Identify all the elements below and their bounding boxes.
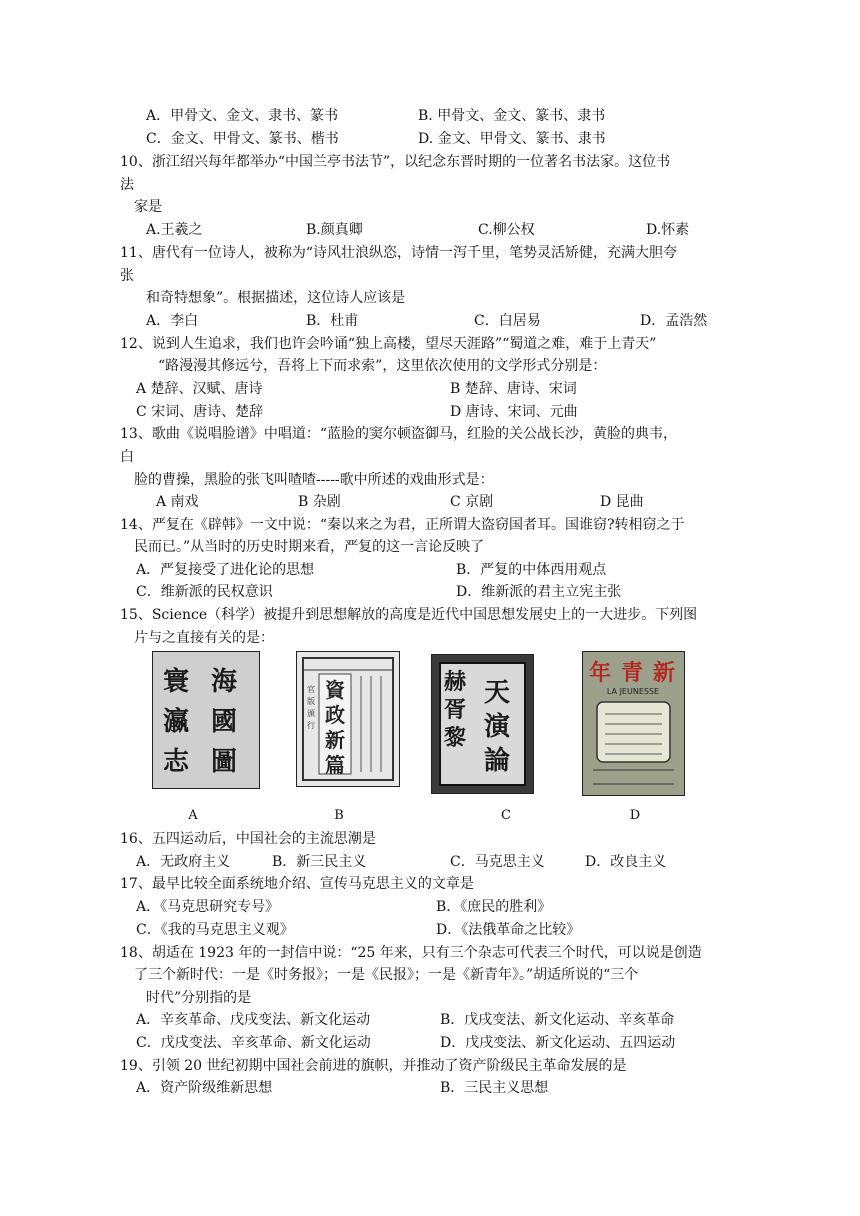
q11-option-a: A．李白 xyxy=(146,313,199,329)
q13-option-b: B 杂剧 xyxy=(298,494,341,510)
q9-option-a: A．甲骨文、金文、隶书、篆书 xyxy=(146,108,339,124)
q14-option-b: B．严复的中体西用观点 xyxy=(456,562,607,578)
image-a-char: 國 xyxy=(211,707,238,737)
q19-option-a: A．资产阶级维新思想 xyxy=(136,1080,273,1096)
q13-stem-cont: 白 xyxy=(120,449,134,465)
q17-stem: 17、最早比较全面系统地介绍、宣传马克思主义的文章是 xyxy=(120,876,474,892)
svg-text:頒: 頒 xyxy=(307,709,315,718)
image-b-title-char: 資 xyxy=(325,678,345,702)
q12-option-a: A 楚辞、汉赋、唐诗 xyxy=(136,381,263,397)
q11-option-c: C．白居易 xyxy=(474,313,541,329)
image-b-label: B xyxy=(334,808,344,823)
q16-option-c: C．马克思主义 xyxy=(450,854,545,870)
image-a-char: 寰 xyxy=(163,667,190,697)
q17-option-a: A．《马克思研究专号》 xyxy=(136,899,280,915)
q10-stem: 10、浙江绍兴每年都举办“中国兰亭书法节”，以纪念东晋时期的一位著名书法家。这位书 xyxy=(120,154,671,170)
svg-text:演: 演 xyxy=(484,712,511,742)
q16-option-b: B．新三民主义 xyxy=(272,854,367,870)
q10-option-b: B.颜真卿 xyxy=(306,222,363,238)
image-c-label: C xyxy=(501,808,511,823)
q13-option-a: A 南戏 xyxy=(156,494,199,510)
svg-text:LA JEUNESSE: LA JEUNESSE xyxy=(606,687,660,696)
q16-option-a: A．无政府主义 xyxy=(136,854,231,870)
q12-stem-cont: “路漫漫其修远兮，吾将上下而求索”，这里依次使用的文学形式分别是： xyxy=(158,358,607,374)
svg-text:版: 版 xyxy=(307,697,315,706)
q14-stem-cont: 民而已。”从当时的历史时期来看，严复的这一言论反映了 xyxy=(134,539,485,555)
q13-option-c: C 京剧 xyxy=(450,494,494,510)
q16-stem: 16、五四运动后，中国社会的主流思潮是 xyxy=(120,831,376,847)
q19-option-b: B．三民主义思想 xyxy=(440,1080,549,1096)
q17-option-d: D．《法俄革命之比较》 xyxy=(436,922,581,938)
svg-text:青: 青 xyxy=(621,660,644,686)
svg-text:黎: 黎 xyxy=(444,725,467,751)
svg-text:新: 新 xyxy=(325,728,345,752)
image-d-masthead: 年 xyxy=(589,660,612,686)
svg-text:論: 論 xyxy=(484,746,511,776)
q10-stem-cont: 家是 xyxy=(134,199,162,215)
q12-option-b: B 楚辞、唐诗、宋词 xyxy=(450,381,577,397)
image-b-zizheng-xinpian xyxy=(296,651,400,787)
q11-stem: 11、唐代有一位诗人，被称为“诗风壮浪纵恣，诗情一泻千里，笔势灵活矫健，充满大胆夸 xyxy=(120,245,677,261)
q16-option-d: D．改良主义 xyxy=(585,854,667,870)
svg-text:官: 官 xyxy=(307,685,315,694)
q13-stem-cont: 脸的曹操，黑脸的张飞叫喳喳-----歌中所述的戏曲形式是： xyxy=(134,472,494,488)
q12-option-d: D 唐诗、宋词、元曲 xyxy=(450,404,578,420)
image-c-tianyan-lun xyxy=(431,654,534,794)
svg-text:赫: 赫 xyxy=(444,669,467,695)
q10-option-d: D.怀素 xyxy=(646,222,690,238)
q11-option-b: B．杜甫 xyxy=(306,313,359,329)
q9-option-b: B. 甲骨文、金文、篆书、隶书 xyxy=(418,108,606,124)
image-d-xin-qingnian xyxy=(582,651,685,796)
q18-option-b: B．戊戌变法、新文化运动、辛亥革命 xyxy=(440,1012,675,1028)
svg-text:篇: 篇 xyxy=(325,753,345,777)
svg-text:新: 新 xyxy=(653,660,676,686)
q9-option-c: C．金文、甲骨文、篆书、楷书 xyxy=(146,131,339,147)
image-a-char: 海 xyxy=(211,667,238,697)
q11-stem-cont: 和奇特想象”。根据描述，这位诗人应该是 xyxy=(146,290,406,306)
q11-stem-cont: 张 xyxy=(120,268,134,284)
image-a-char: 圖 xyxy=(211,747,238,777)
q18-stem-cont: 了三个新时代：一是《时务报》；一是《民报》；一是《新青年》。”胡适所说的“三个 xyxy=(134,967,639,983)
q11-option-d: D．孟浩然 xyxy=(640,313,708,329)
q10-stem-cont: 法 xyxy=(120,177,134,193)
svg-text:天: 天 xyxy=(484,678,511,708)
q18-stem: 18、胡适在 1923 年的一封信中说：“25 年来，只有三个杂志可代表三个时代，可以说是创造 xyxy=(120,945,702,961)
q9-option-d: D. 金文、甲骨文、篆书、隶书 xyxy=(418,131,606,147)
svg-text:行: 行 xyxy=(307,721,315,730)
q15-stem: 15、Science（科学）被提升到思想解放的高度是近代中国思想发展史上的一大进步。下列图 xyxy=(120,607,698,623)
q10-option-a: A.王羲之 xyxy=(146,222,203,238)
image-d-label: D xyxy=(629,808,641,823)
q14-option-c: C．维新派的民权意识 xyxy=(136,584,273,600)
q12-stem: 12、说到人生追求，我们也许会吟诵“独上高楼，望尽天涯路”“蜀道之难，难于上青天” xyxy=(120,336,657,352)
q18-option-a: A．辛亥革命、戊戌变法、新文化运动 xyxy=(136,1012,371,1028)
q12-option-c: C 宋词、唐诗、楚辞 xyxy=(136,404,264,420)
q18-stem-cont: 时代”分别指的是 xyxy=(146,990,252,1006)
image-a-char: 瀛 xyxy=(163,707,190,737)
q17-option-b: B．《庶民的胜利》 xyxy=(436,899,552,915)
q19-stem: 19、引领 20 世纪初期中国社会前进的旗帜，并推动了资产阶级民主革命发展的是 xyxy=(120,1058,627,1074)
q13-stem: 13、歌曲《说唱脸谱》中唱道：“蓝脸的窦尔顿盗御马，红脸的关公战长沙，黄脸的典韦， xyxy=(120,426,677,442)
q18-option-d: D．戊戌变法、新文化运动、五四运动 xyxy=(440,1035,676,1051)
q14-option-d: D．维新派的君主立宪主张 xyxy=(456,584,622,600)
svg-text:胥: 胥 xyxy=(444,697,467,723)
q15-stem-cont: 片与之直接有关的是： xyxy=(134,630,274,646)
image-a-label: A xyxy=(188,808,198,823)
q13-option-d: D 昆曲 xyxy=(600,494,644,510)
q14-option-a: A．严复接受了进化论的思想 xyxy=(136,562,315,578)
q18-option-c: C．戊戌变法、辛亥革命、新文化运动 xyxy=(136,1035,371,1051)
svg-text:政: 政 xyxy=(325,703,345,727)
image-a-char: 志 xyxy=(163,747,190,777)
image-a-haiguo-tuzhi xyxy=(152,651,260,789)
q10-option-c: C.柳公权 xyxy=(478,222,535,238)
q14-stem: 14、严复在《辟韩》一文中说：“秦以来之为君，正所谓大盗窃国者耳。国谁窃?转相窃之于 xyxy=(120,517,685,533)
q17-option-c: C．《我的马克思主义观》 xyxy=(136,922,294,938)
